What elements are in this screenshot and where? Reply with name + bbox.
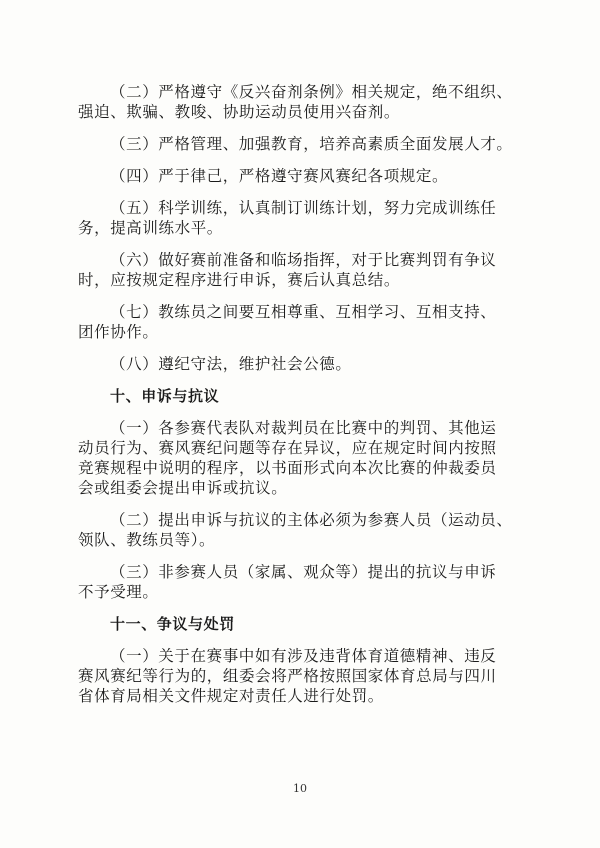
text-line: （六）做好赛前准备和临场指挥，对于比赛判罚有争议 [110,251,497,269]
paragraph [78,510,514,550]
paragraph [78,354,514,374]
text-line: 强迫、欺骗、教唆、协助运动员使用兴奋剂。 [78,103,401,121]
text-line: 团作协作。 [78,323,159,341]
text-line: （四）严于律己，严格遵守赛风赛纪各项规定。 [110,167,449,185]
text-line: 赛风赛纪等行为的，组委会将严格按照国家体育总局与四川 [78,667,497,685]
text-line: （七）教练员之间要互相尊重、互相学习、互相支持、 [110,303,497,321]
text-line: （一）各参赛代表队对裁判员在比赛中的判罚、其他运 [110,419,497,437]
paragraph [78,134,514,154]
text-line: （五）科学训练，认真制订训练计划，努力完成训练任 [110,199,497,217]
text-line: （二）严格遵守《反兴奋剂条例》相关规定，绝不组织、 [110,83,513,101]
section-heading [78,614,514,634]
text-line: （一）关于在赛事中如有涉及违背体育道德精神、违反 [110,647,497,665]
text-line: （二）提出申诉与抗议的主体必须为参赛人员（运动员、 [110,511,513,529]
paragraph [78,562,514,602]
text-line: 时，应按规定程序进行申诉，赛后认真总结。 [78,271,401,289]
text-line: 十一、争议与处罚 [110,615,235,633]
paragraph [78,302,514,342]
text-line: 动员行为、赛风赛纪问题等存在异议，应在规定时间内按照 [78,439,497,457]
text-line: 十、申诉与抗议 [110,387,220,405]
paragraph [78,250,514,290]
paragraph [78,166,514,186]
paragraph [78,198,514,238]
text-line: （八）遵纪守法，维护社会公德。 [110,355,352,373]
text-line: （三）严格管理、加强教育，培养高素质全面发展人才。 [110,135,513,153]
text-line: 务，提高训练水平。 [78,219,223,237]
text-line: 省体育局相关文件规定对责任人进行处罚。 [78,687,384,705]
paragraph [78,82,514,122]
paragraph [78,646,514,706]
text-line: 领队、教练员等）。 [78,531,216,549]
text-line: （三）非参赛人员（家属、观众等）提出的抗议与申诉 [110,563,497,581]
section-heading [78,386,514,406]
paragraph [78,418,514,498]
page-number: 10 [293,782,307,795]
document-body [78,82,514,706]
text-line: 不予受理。 [78,583,159,601]
text-line: 竞赛规程中说明的程序，以书面形式向本次比赛的仲裁委员 [78,459,497,477]
text-line: 会或组委会提出申诉或抗议。 [78,479,288,497]
